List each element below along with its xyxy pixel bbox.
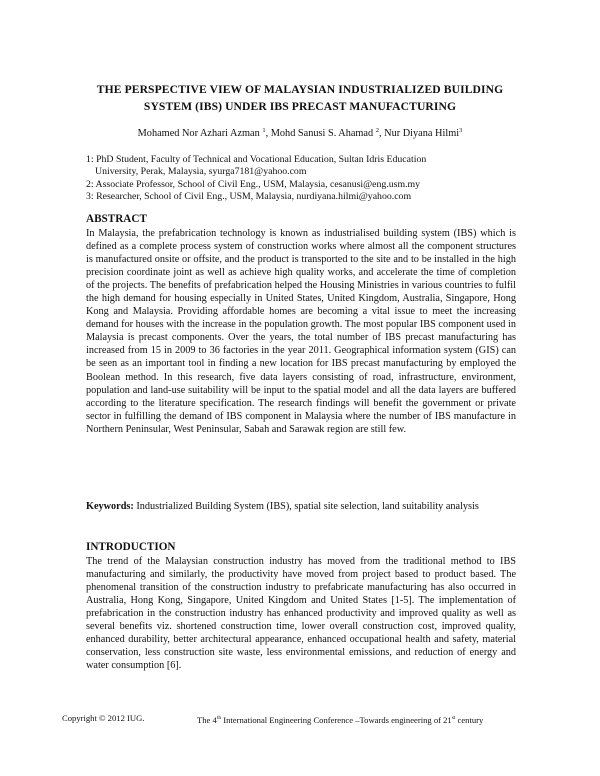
affiliations: [86, 154, 526, 204]
affiliation-2: [86, 179, 526, 191]
paper-title: [60, 81, 540, 115]
author-list: [60, 124, 540, 141]
title-line-2: SYSTEM (IBS) UNDER IBS PRECAST MANUFACTURING: [143, 100, 457, 113]
introduction-heading: INTRODUCTION: [86, 541, 176, 553]
abstract-heading: ABSTRACT: [86, 213, 147, 225]
keywords: [86, 500, 516, 513]
affiliation-1: [86, 154, 526, 179]
affiliation-3: [86, 191, 526, 203]
footer-conf-sup: st: [451, 715, 456, 721]
author-name: Mohd Sanusi S. Ahamad: [270, 128, 374, 139]
footer-copyright: Copyright © 2012 IUG.: [62, 713, 145, 723]
author-name: Nur Diyana Hilmi: [384, 128, 460, 139]
affiliation-text: 1: PhD Student, Faculty of Technical and Vocational Education, Sultan Idris Education: [86, 154, 427, 165]
abstract-body: In Malaysia, the prefabrication technology is known as industrialised building system (IBS) which is defined as a complete process system of construction works where almost all the component structures is manufactured onsite or offsite, and the product is transported to the site and to be installed in the high precision coordinate joint as well as achieve high quality works, and accelerate the time of completion of the projects. The benefits of prefabrication helped the Housing Ministries in various countries to fulfil the high demand for housing especially in United States, United Kingdom, Australia, Singapore, Hong Kong and Malaysia. Providing affordable homes are becoming a vital issue to meet the increasing demand for houses with the increase in the population growth. The most popular IBS component used in Malaysia is precast components. Over the years, the total number of IBS precast manufacturing has increased from 15 in 2009 to 36 factories in the year 2011. Geographical information system (GIS) can be seen as an important tool in finding a new location for IBS precast manufacturing by employed the Boolean method. In this research, five data layers consisting of road, infrastructure, environment, population and land-use suitability will be input to the spatial model and all the data layers are buffered according to the literature specification. The research findings will benefit the government or private sector in fulfilling the demand of IBS component in Malaysia where the number of IBS manufacture in Northern Peninsular, West Peninsular, Sabah and Sarawak region are still few.: [86, 228, 516, 435]
footer-conf-suffix: century: [455, 715, 484, 725]
keywords-text: Industrialized Building System (IBS), spatial site selection, land suitability analysis: [133, 501, 479, 512]
author-mark: 3: [459, 127, 463, 134]
footer-conf-prefix: The 4: [197, 715, 217, 725]
footer-conf-middle: International Engineering Conference –Towards engineering of 21: [221, 715, 452, 725]
introduction-body: The trend of the Malaysian construction industry has moved from the traditional method to IBS manufacturing and similarly, the productivity have moved from project based to product based. The phenomenal transition of the construction industry to prefabricate manufacturing has also occurred in Australia, Hong Kong, Singapore, United Kingdom and United States [1-5]. The implementation of prefabrication in the construction industry has enhanced productivity and improved quality as well as several benefits viz. shortened construction time, lower overall construction cost, improved quality, enhanced durability, better architectural appearance, enhanced occupational health and safety, material conservation, less construction site waste, less environmental emissions, and reduction of energy and water consumption [6].: [86, 556, 516, 672]
author-separator: ,: [378, 128, 385, 139]
footer-conference: [197, 713, 483, 726]
footer-conf-sup: th: [216, 715, 222, 721]
author-mark: 2: [375, 127, 379, 134]
author-name: Mohamed Nor Azhari Azman: [137, 128, 260, 139]
author-separator: ,: [265, 128, 271, 139]
affiliation-text: 3: Researcher, School of Civil Eng., USM, Malaysia, nurdiyana.hilmi@yahoo.com: [86, 191, 412, 203]
title-line-1: THE PERSPECTIVE VIEW OF MALAYSIAN INDUSTRIALIZED BUILDING: [96, 83, 504, 96]
author-mark: 1: [262, 127, 266, 134]
affiliation-text: 2: Associate Professor, School of Civil Eng., USM, Malaysia, cesanusi@eng.usm.my: [86, 178, 421, 190]
keywords-label: Keywords:: [86, 501, 134, 512]
affiliation-text-cont: University, Perak, Malaysia, syurga7181@yahoo.com: [95, 166, 307, 178]
